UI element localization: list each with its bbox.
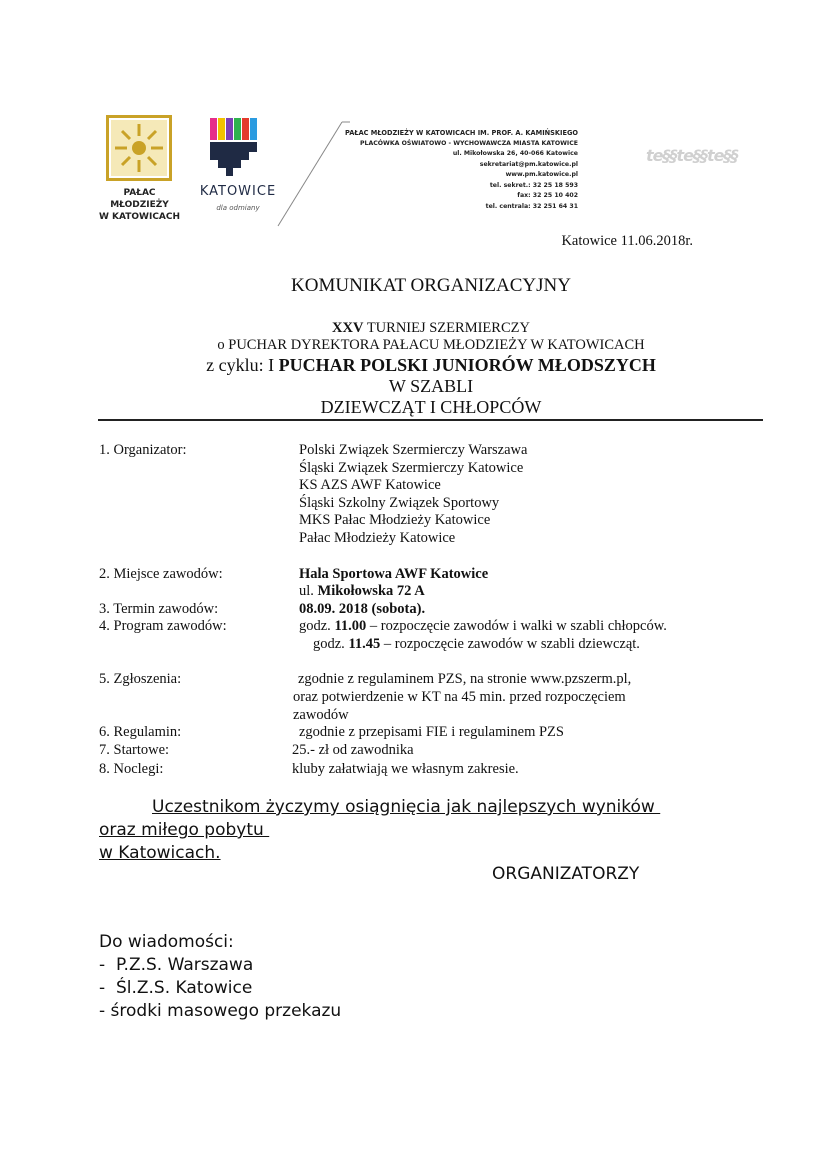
program-label: 4. Program zawodów:: [99, 618, 227, 634]
entries-line1: zgodnie z regulaminem PZS, na stronie www.pzszerm.pl,: [298, 671, 632, 687]
venue-label: 2. Miejsce zawodów:: [99, 566, 223, 582]
lodging-label: 8. Noclegi:: [99, 761, 164, 777]
venue-street: ul. Mikołowska 72 A: [299, 583, 425, 599]
list-item: Pałac Młodzieży Katowice: [299, 529, 456, 546]
fee-value: 25.- zł od zawodnika: [292, 742, 414, 758]
logo-right-sub: dla odmiany: [216, 204, 260, 212]
logo-left-line1: PAŁAC MŁODZIEŻY: [110, 188, 169, 210]
logo-left-line2: W KATOWICACH: [98, 212, 181, 222]
subtitle-line1: XXV TURNIEJ SZERMIERCZY: [332, 320, 530, 336]
list-item: MKS Pałac Młodzieży Katowice: [299, 512, 491, 528]
contact-line: tel. centrala: 32 251 64 31: [485, 202, 578, 210]
lodging-value: kluby załatwiają we własnym zakresie.: [292, 761, 519, 777]
katowice-logo: [198, 118, 278, 218]
program-line2: godz. 11.45 – rozpoczęcie zawodów w szabli dziewcząt.: [313, 636, 640, 652]
cc-heading: Do wiadomości:: [99, 932, 234, 952]
cc-item: - Śl.Z.S. Katowice: [99, 978, 253, 998]
wishes-line3: w Katowicach.: [99, 843, 221, 863]
signature: ORGANIZATORZY: [492, 864, 640, 884]
palac-mlodziezy-logo: [98, 115, 181, 227]
contact-block: [278, 128, 578, 212]
list-item: Polski Związek Szermierczy Warszawa: [299, 442, 528, 458]
contact-line: PAŁAC MŁODZIEŻY W KATOWICACH IM. PROF. A. KAMIŃSKIEGO: [345, 129, 578, 137]
watermark: te§§te§§te§§: [646, 146, 738, 165]
entries-line3: zawodów: [293, 707, 349, 723]
katowice-emblem-icon: [198, 118, 278, 180]
contact-line: tel. sekret.: 32 25 18 593: [489, 181, 578, 189]
date-label: 3. Termin zawodów:: [99, 601, 219, 617]
entries-label: 5. Zgłoszenia:: [99, 671, 182, 687]
contact-line: ul. Mikołowska 26, 40-066 Katowice: [452, 150, 578, 157]
page-title: KOMUNIKAT ORGANIZACYJNY: [291, 275, 571, 296]
subtitle-line3: z cyklu: I PUCHAR POLSKI JUNIORÓW MŁODSZYCH: [206, 355, 656, 375]
date-line: Katowice 11.06.2018r.: [561, 233, 693, 249]
contact-line: PLACÓWKA OŚWIATOWO - WYCHOWAWCZA MIASTA KATOWICE: [359, 139, 578, 147]
list-item: Śląski Związek Szermierczy Katowice: [299, 459, 524, 476]
subtitle-line2: o PUCHAR DYREKTORA PAŁACU MŁODZIEŻY W KATOWICACH: [217, 337, 645, 353]
organizer-label: 1. Organizator:: [99, 442, 187, 458]
rules-value: zgodnie z przepisami FIE i regulaminem PZS: [299, 724, 564, 740]
cc-item: - środki masowego przekazu: [99, 1001, 342, 1021]
rules-label: 6. Regulamin:: [99, 724, 182, 740]
list-item: Śląski Szkolny Związek Sportowy: [299, 494, 500, 511]
cc-item: - P.Z.S. Warszawa: [99, 955, 254, 975]
date-value: 08.09. 2018 (sobota).: [299, 601, 426, 617]
list-item: KS AZS AWF Katowice: [299, 477, 441, 493]
wishes-line1: Uczestnikom życzymy osiągnięcia jak najlepszych wyników: [152, 797, 661, 817]
fee-label: 7. Startowe:: [99, 742, 170, 758]
contact-line: sekretariat@pm.katowice.pl: [479, 160, 578, 168]
wishes-line2: oraz miłego pobytu: [99, 820, 270, 840]
venue-name: Hala Sportowa AWF Katowice: [299, 566, 489, 582]
logo-right-text: KATOWICE: [199, 184, 277, 199]
contact-line: www.pm.katowice.pl: [505, 171, 578, 178]
subtitle-line4: W SZABLI: [388, 376, 474, 396]
organizer-list: [299, 442, 527, 547]
subtitle-line5: DZIEWCZĄT I CHŁOPCÓW: [320, 397, 542, 417]
program-line1: godz. 11.00 – rozpoczęcie zawodów i walki w szabli chłopców.: [299, 618, 667, 634]
contact-line: fax: 32 25 10 402: [517, 192, 578, 199]
entries-line2: oraz potwierdzenie w KT na 45 min. przed rozpoczęciem: [293, 689, 626, 705]
title-rule: [98, 419, 763, 421]
sun-emblem-icon: [106, 115, 172, 181]
